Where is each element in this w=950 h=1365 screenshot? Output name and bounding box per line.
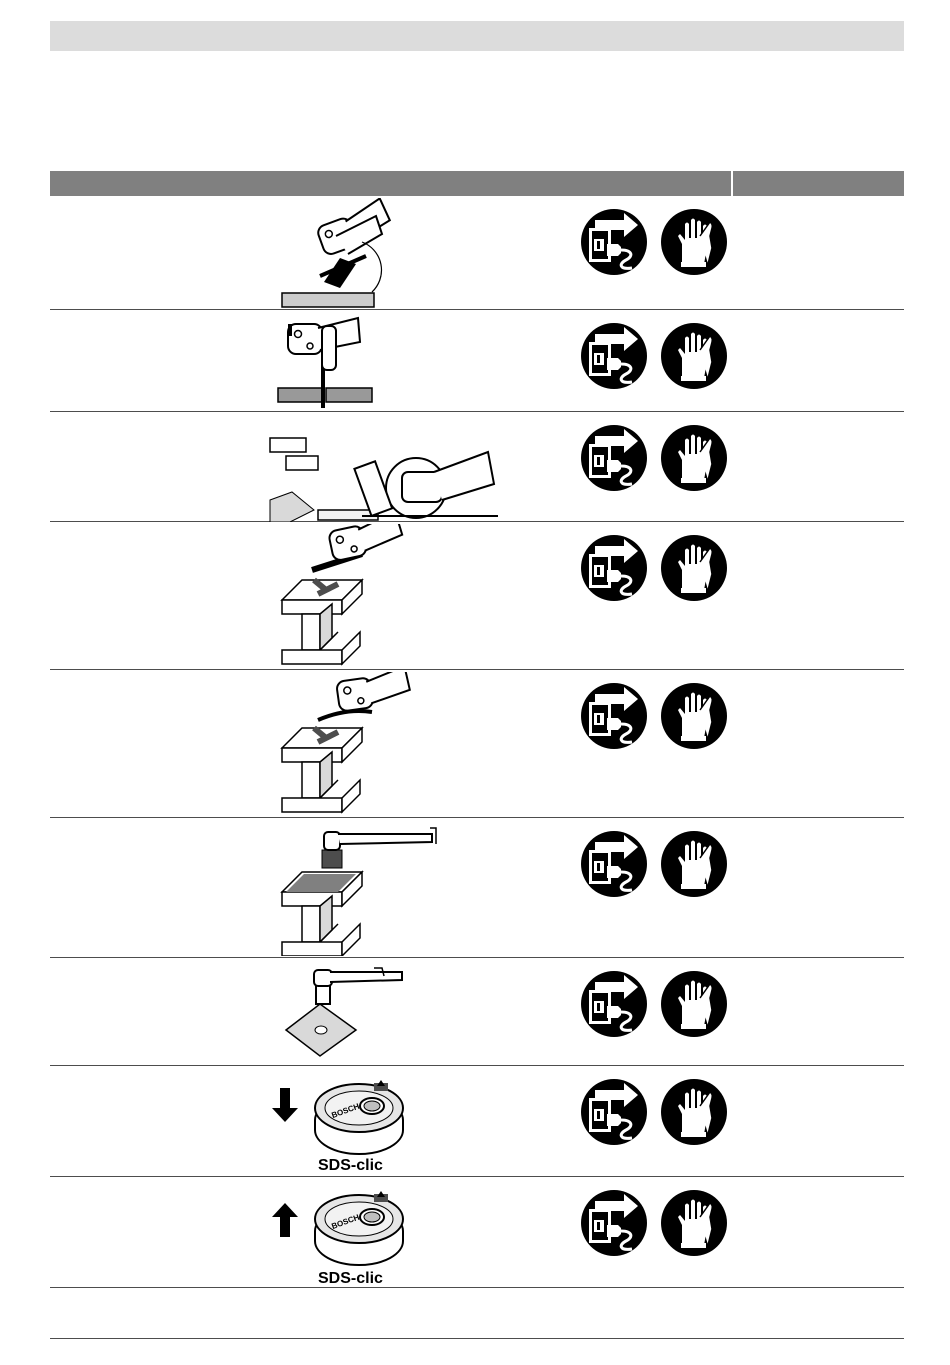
row-icons bbox=[580, 682, 728, 750]
angle-cutting-illustration bbox=[266, 198, 506, 310]
fibre-disc-illustration bbox=[266, 672, 506, 816]
header-divider bbox=[731, 171, 733, 196]
arrow-down-icon bbox=[272, 1088, 298, 1122]
row-icons bbox=[580, 534, 728, 602]
sanding-sheet-illustration bbox=[266, 960, 506, 1064]
unplug-icon bbox=[581, 209, 647, 275]
footer-line bbox=[50, 1338, 904, 1339]
unplug-icon bbox=[581, 1079, 647, 1145]
unplug-icon bbox=[581, 683, 647, 749]
sds-clic-label: SDS-clic bbox=[318, 1270, 383, 1287]
row-icons bbox=[580, 830, 728, 898]
gloves-icon bbox=[661, 425, 727, 491]
row-icons bbox=[580, 1078, 728, 1146]
sds-clic-mount-illustration bbox=[266, 1068, 506, 1176]
sds-clic-release-illustration bbox=[266, 1179, 506, 1287]
vertical-cutting-illustration bbox=[266, 312, 506, 410]
table-row bbox=[50, 412, 904, 522]
unplug-icon bbox=[581, 971, 647, 1037]
table-row bbox=[50, 522, 904, 670]
gloves-icon bbox=[661, 971, 727, 1037]
gloves-icon bbox=[661, 683, 727, 749]
row-icons bbox=[580, 322, 728, 390]
row-icons bbox=[580, 970, 728, 1038]
table-row bbox=[50, 1177, 904, 1288]
table-row bbox=[50, 670, 904, 818]
table-row bbox=[50, 818, 904, 958]
table-row bbox=[50, 1066, 904, 1177]
gloves-icon bbox=[661, 535, 727, 601]
top-bar bbox=[50, 21, 904, 51]
table-header bbox=[50, 171, 904, 196]
flap-disc-illustration bbox=[266, 524, 506, 668]
table-row bbox=[50, 958, 904, 1066]
unplug-icon bbox=[581, 535, 647, 601]
row-icons bbox=[580, 1189, 728, 1257]
arrow-up-icon bbox=[272, 1203, 298, 1237]
table-row bbox=[50, 310, 904, 412]
unplug-icon bbox=[581, 323, 647, 389]
stone-cutting-illustration bbox=[266, 414, 506, 522]
cup-brush-illustration bbox=[266, 820, 506, 956]
unplug-icon bbox=[581, 831, 647, 897]
unplug-icon bbox=[581, 1190, 647, 1256]
sds-clic-label: SDS-clic bbox=[318, 1157, 383, 1174]
gloves-icon bbox=[661, 1190, 727, 1256]
gloves-icon bbox=[661, 209, 727, 275]
gloves-icon bbox=[661, 831, 727, 897]
table-row bbox=[50, 196, 904, 310]
gloves-icon bbox=[661, 1079, 727, 1145]
row-icons bbox=[580, 208, 728, 276]
row-icons bbox=[580, 424, 728, 492]
unplug-icon bbox=[581, 425, 647, 491]
gloves-icon bbox=[661, 323, 727, 389]
